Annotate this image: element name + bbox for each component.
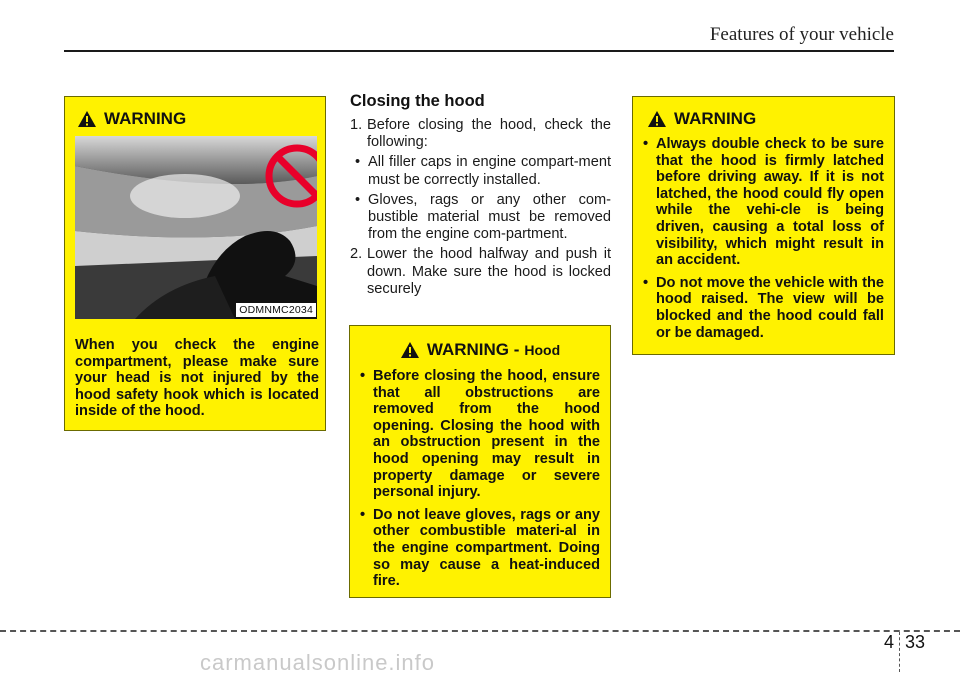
warning-box-head-injury	[64, 96, 326, 431]
page-number: 33	[905, 632, 926, 652]
warning-item: • Do not move the vehicle with the hood raised. The view will be blocked and the hood could fall or be damaged.	[643, 274, 884, 341]
warning-box-hood	[349, 325, 611, 598]
warning-title: WARNING - Hood	[360, 340, 600, 360]
warning-triangle-icon	[77, 110, 97, 128]
warning-title: WARNING	[647, 109, 884, 129]
bullet: •	[355, 191, 361, 208]
check-item: • Gloves, rags or any other com-bustible material must be removed from the engine com-partment.	[355, 191, 611, 243]
image-code-label: ODMNMC2034	[236, 303, 316, 317]
step-item: 2. Lower the hood halfway and push it down. Make sure the hood is locked securely	[350, 246, 611, 297]
warning-item: • Do not leave gloves, rags or any other combustible materi-al in the engine compartment. Doing so may cause a heat-induced fire.	[360, 506, 600, 590]
closing-hood-section	[350, 92, 611, 301]
header-title: Features of your vehicle	[709, 24, 894, 45]
warning-item: • Before closing the hood, ensure that all obstructions are removed from the hood opening. Closing the hood with an obstruction present in the hood opening may result in property damage or severe personal injury.	[360, 368, 600, 501]
warning-item: • Always double check to be sure that the hood is firmly latched before driving away. If it is not latched, the hood could fly open while the vehi-cle is being driven, causing a total loss of visibility, which might result in an accident.	[643, 136, 884, 269]
bullet: •	[360, 368, 366, 384]
check-item: • All filler caps in engine compart-ment must be correctly installed.	[355, 154, 611, 188]
warning-triangle-icon	[647, 110, 667, 128]
warning-text: When you check the engine compartment, please make sure your head is not injured by the hood safety hook which is located inside of the hood.	[75, 337, 319, 420]
warning-box-latch	[632, 96, 895, 355]
chapter-number: 4	[884, 632, 895, 652]
bullet: •	[360, 506, 366, 523]
watermark: carmanualsonline.info	[200, 650, 436, 675]
step-item: 1. Before closing the hood, check the following:	[350, 117, 611, 151]
footer-rule	[0, 630, 960, 632]
bullet: •	[643, 136, 649, 152]
bullet: •	[643, 274, 649, 291]
header-rule	[64, 50, 894, 52]
section-heading: Closing the hood	[350, 92, 485, 110]
page-separator	[899, 632, 900, 672]
warning-title: WARNING	[77, 109, 186, 129]
bullet: •	[355, 154, 361, 171]
warning-triangle-icon	[400, 341, 420, 359]
hood-safety-photo	[75, 136, 317, 319]
